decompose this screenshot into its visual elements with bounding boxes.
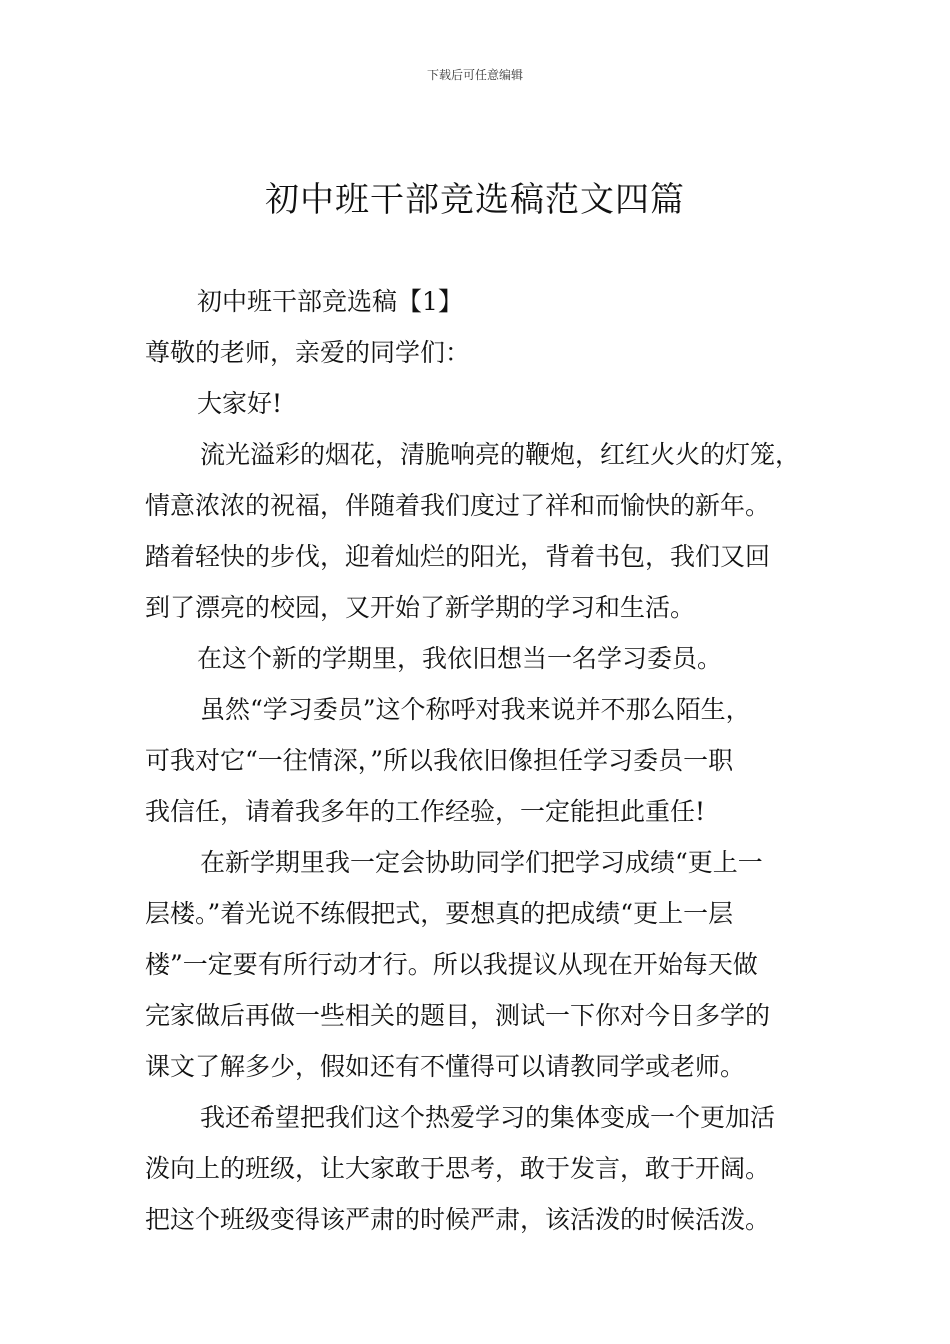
paragraph-line: 课文了解多少，假如还有不懂得可以请教同学或老师。 <box>145 1052 746 1081</box>
paragraph-line: 到了漂亮的校园，又开始了新学期的学习和生活。 <box>145 593 696 622</box>
paragraph-line: 我还希望把我们这个热爱学习的集体变成一个更加活 <box>200 1103 776 1132</box>
paragraph-line: 在这个新的学期里，我依旧想当一名学习委员。 <box>197 644 723 673</box>
document-body <box>145 276 825 1245</box>
salutation: 尊敬的老师，亲爱的同学们： <box>145 338 471 367</box>
paragraph-line: 在新学期里我一定会协助同学们把学习成绩“更上一 <box>200 848 763 877</box>
paragraph-line: 泼向上的班级，让大家敢于思考，敢于发言，敢于开阔。 <box>145 1154 771 1183</box>
paragraph-line: 可我对它“一往情深，”所以我依旧像担任学习委员一职 <box>145 746 734 775</box>
paragraph-line: 楼”一定要有所行动才行。所以我提议从现在开始每天做 <box>145 950 758 979</box>
paragraph-line: 完家做后再做一些相关的题目，测试一下你对今日多学的 <box>145 1001 771 1030</box>
paragraph-line: 层楼。”着光说不练假把式，要想真的把成绩“更上一层 <box>145 899 734 928</box>
paragraph-line: 流光溢彩的烟花，清脆响亮的鞭炮，红红火火的灯笼， <box>200 440 801 469</box>
greeting: 大家好! <box>197 389 283 418</box>
paragraph-line: 我信任，请着我多年的工作经验，一定能担此重任! <box>145 797 706 826</box>
document-title: 初中班干部竞选稿范文四篇 <box>265 180 685 220</box>
paragraph-line: 踏着轻快的步伐，迎着灿烂的阳光，背着书包，我们又回 <box>145 542 771 571</box>
paragraph-line: 情意浓浓的祝福，伴随着我们度过了祥和而愉快的新年。 <box>145 491 771 520</box>
paragraph-line: 把这个班级变得该严肃的时候严肃，该活泼的时候活泼。 <box>145 1205 771 1234</box>
header-note: 下载后可任意编辑 <box>426 68 523 82</box>
section-heading: 初中班干部竞选稿【1】 <box>197 287 463 316</box>
paragraph-line: 虽然“学习委员”这个称呼对我来说并不那么陌生， <box>200 695 751 724</box>
